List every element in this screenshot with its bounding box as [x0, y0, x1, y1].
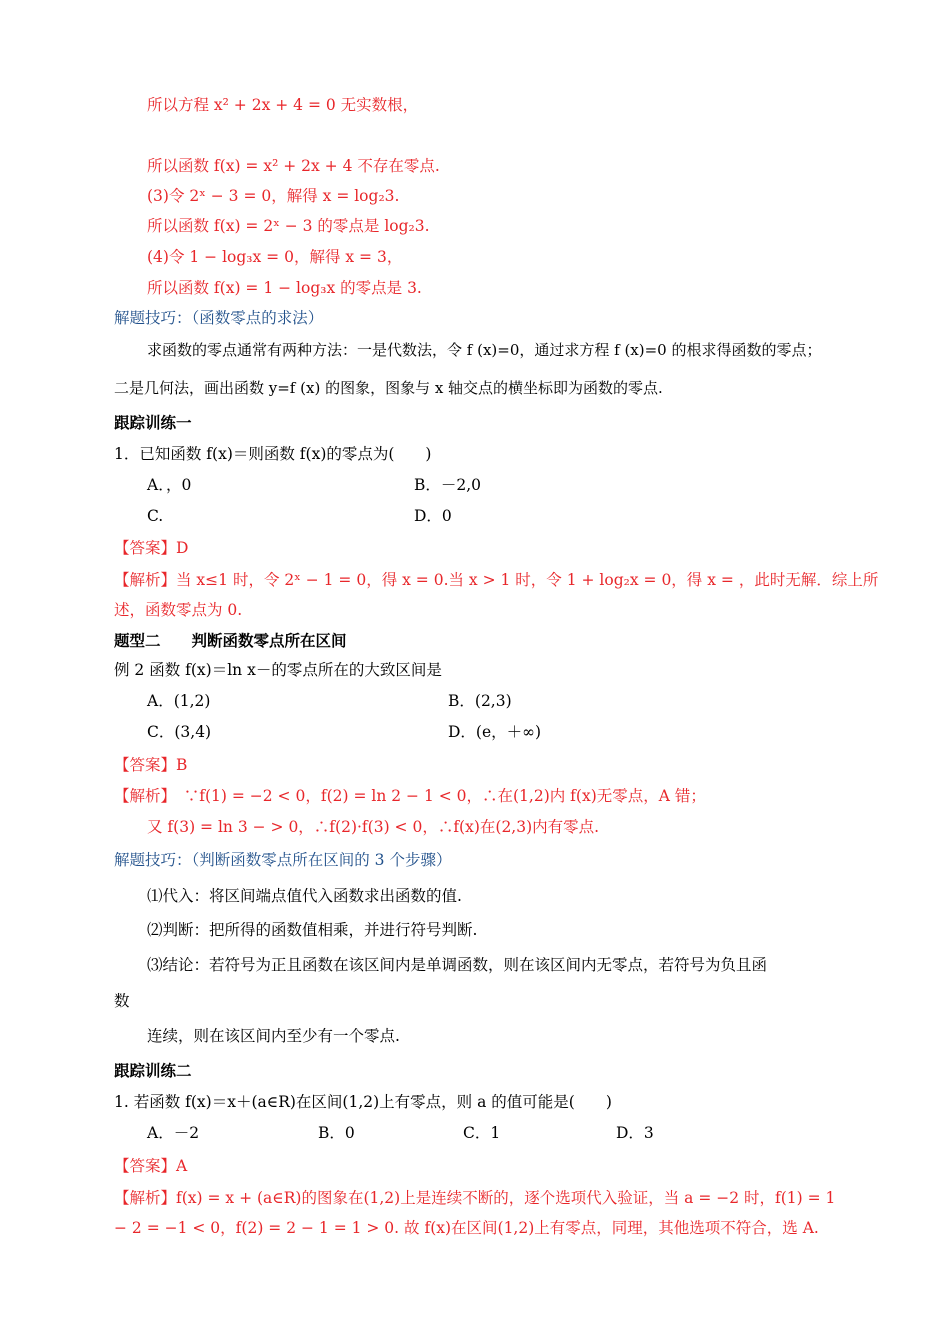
- analysis-line: 述，函数零点为 0.: [114, 601, 243, 619]
- option-d: D．(e，＋∞): [448, 723, 542, 741]
- option-a: A．(1,2): [147, 692, 211, 710]
- answer-line: 【答案】A: [114, 1157, 188, 1175]
- analysis-line: − 2 = −1 < 0，f(2) = 2 − 1 = 1 > 0. 故 f(x)在区间(1,2)上有零点，同理，其他选项不符合，选 A.: [114, 1219, 819, 1237]
- tip-step: ⑶结论：若符号为正且函数在该区间内是单调函数，则在该区间内无零点，若符号为负且函: [147, 956, 768, 974]
- example-text: 例 2 函数 f(x)＝ln x－的零点所在的大致区间是: [114, 661, 442, 679]
- solution-line: (3)令 2ˣ − 3 = 0，解得 x = log₂3.: [147, 187, 400, 205]
- tip-title: 解题技巧：（判断函数零点所在区间的 3 个步骤）: [114, 851, 452, 869]
- section-heading: 跟踪训练一: [114, 413, 192, 432]
- solution-line: 所以函数 f(x) = x² + 2x + 4 不存在零点.: [147, 157, 440, 175]
- analysis-line: 又 f(3) = ln 3 − > 0，∴f(2)·f(3) < 0，∴f(x)在(2,3)内有零点.: [147, 818, 600, 836]
- option-b: B．(2,3): [448, 692, 512, 710]
- option-b: B．－2,0: [414, 476, 482, 494]
- option-a: A．，0: [147, 476, 192, 494]
- option-d: D．3: [616, 1124, 654, 1142]
- tip-step: 连续，则在该区间内至少有一个零点.: [147, 1027, 400, 1045]
- tip-paragraph: 求函数的零点通常有两种方法：一是代数法，令 f (x)=0，通过求方程 f (x)=0 的根求得函数的零点；: [147, 341, 822, 359]
- question-text: 1．已知函数 f(x)＝则函数 f(x)的零点为( ): [114, 445, 432, 463]
- answer-line: 【答案】B: [114, 756, 188, 774]
- solution-line: 所以函数 f(x) = 1 − log₃x 的零点是 3.: [147, 279, 422, 297]
- solution-line: 所以函数 f(x) = 2ˣ − 3 的零点是 log₂3.: [147, 217, 430, 235]
- solution-line: (4)令 1 − log₃x = 0，解得 x = 3，: [147, 248, 403, 266]
- option-b: B．0: [318, 1124, 355, 1142]
- analysis-line: 【解析】 ∵f(1) = −2 < 0，f(2) = ln 2 − 1 < 0，∴在(1,2)内 f(x)无零点，A 错；: [114, 787, 706, 805]
- option-c: C．(3,4): [147, 723, 212, 741]
- option-d: D．0: [414, 507, 452, 525]
- section-heading: 跟踪训练二: [114, 1061, 192, 1080]
- tip-title: 解题技巧：（函数零点的求法）: [114, 309, 324, 327]
- section-heading: 题型二 判断函数零点所在区间: [114, 631, 347, 650]
- tip-step: ⑵判断：把所得的函数值相乘，并进行符号判断.: [147, 921, 478, 939]
- question-text: 1. 若函数 f(x)＝x＋(a∈R)在区间(1,2)上有零点，则 a 的值可能是( ): [114, 1093, 612, 1111]
- option-a: A．－2: [147, 1124, 200, 1142]
- tip-step: 数: [114, 992, 130, 1010]
- option-c: C．1: [463, 1124, 501, 1142]
- analysis-line: 【解析】当 x≤1 时，令 2ˣ − 1 = 0，得 x = 0.当 x > 1 时，令 1 + log₂x = 0，得 x = ，此时无解．综上所: [114, 571, 879, 589]
- solution-line: 所以方程 x² + 2x + 4 = 0 无实数根，: [147, 96, 419, 114]
- option-c: C.: [147, 507, 164, 525]
- answer-line: 【答案】D: [114, 539, 189, 557]
- tip-step: ⑴代入：将区间端点值代入函数求出函数的值.: [147, 887, 462, 905]
- analysis-line: 【解析】f(x) = x + (a∈R)的图象在(1,2)上是连续不断的，逐个选项代入验证，当 a = −2 时，f(1) = 1: [114, 1189, 836, 1207]
- tip-paragraph: 二是几何法，画出函数 y=f (x) 的图象，图象与 x 轴交点的横坐标即为函数的零点.: [114, 379, 663, 397]
